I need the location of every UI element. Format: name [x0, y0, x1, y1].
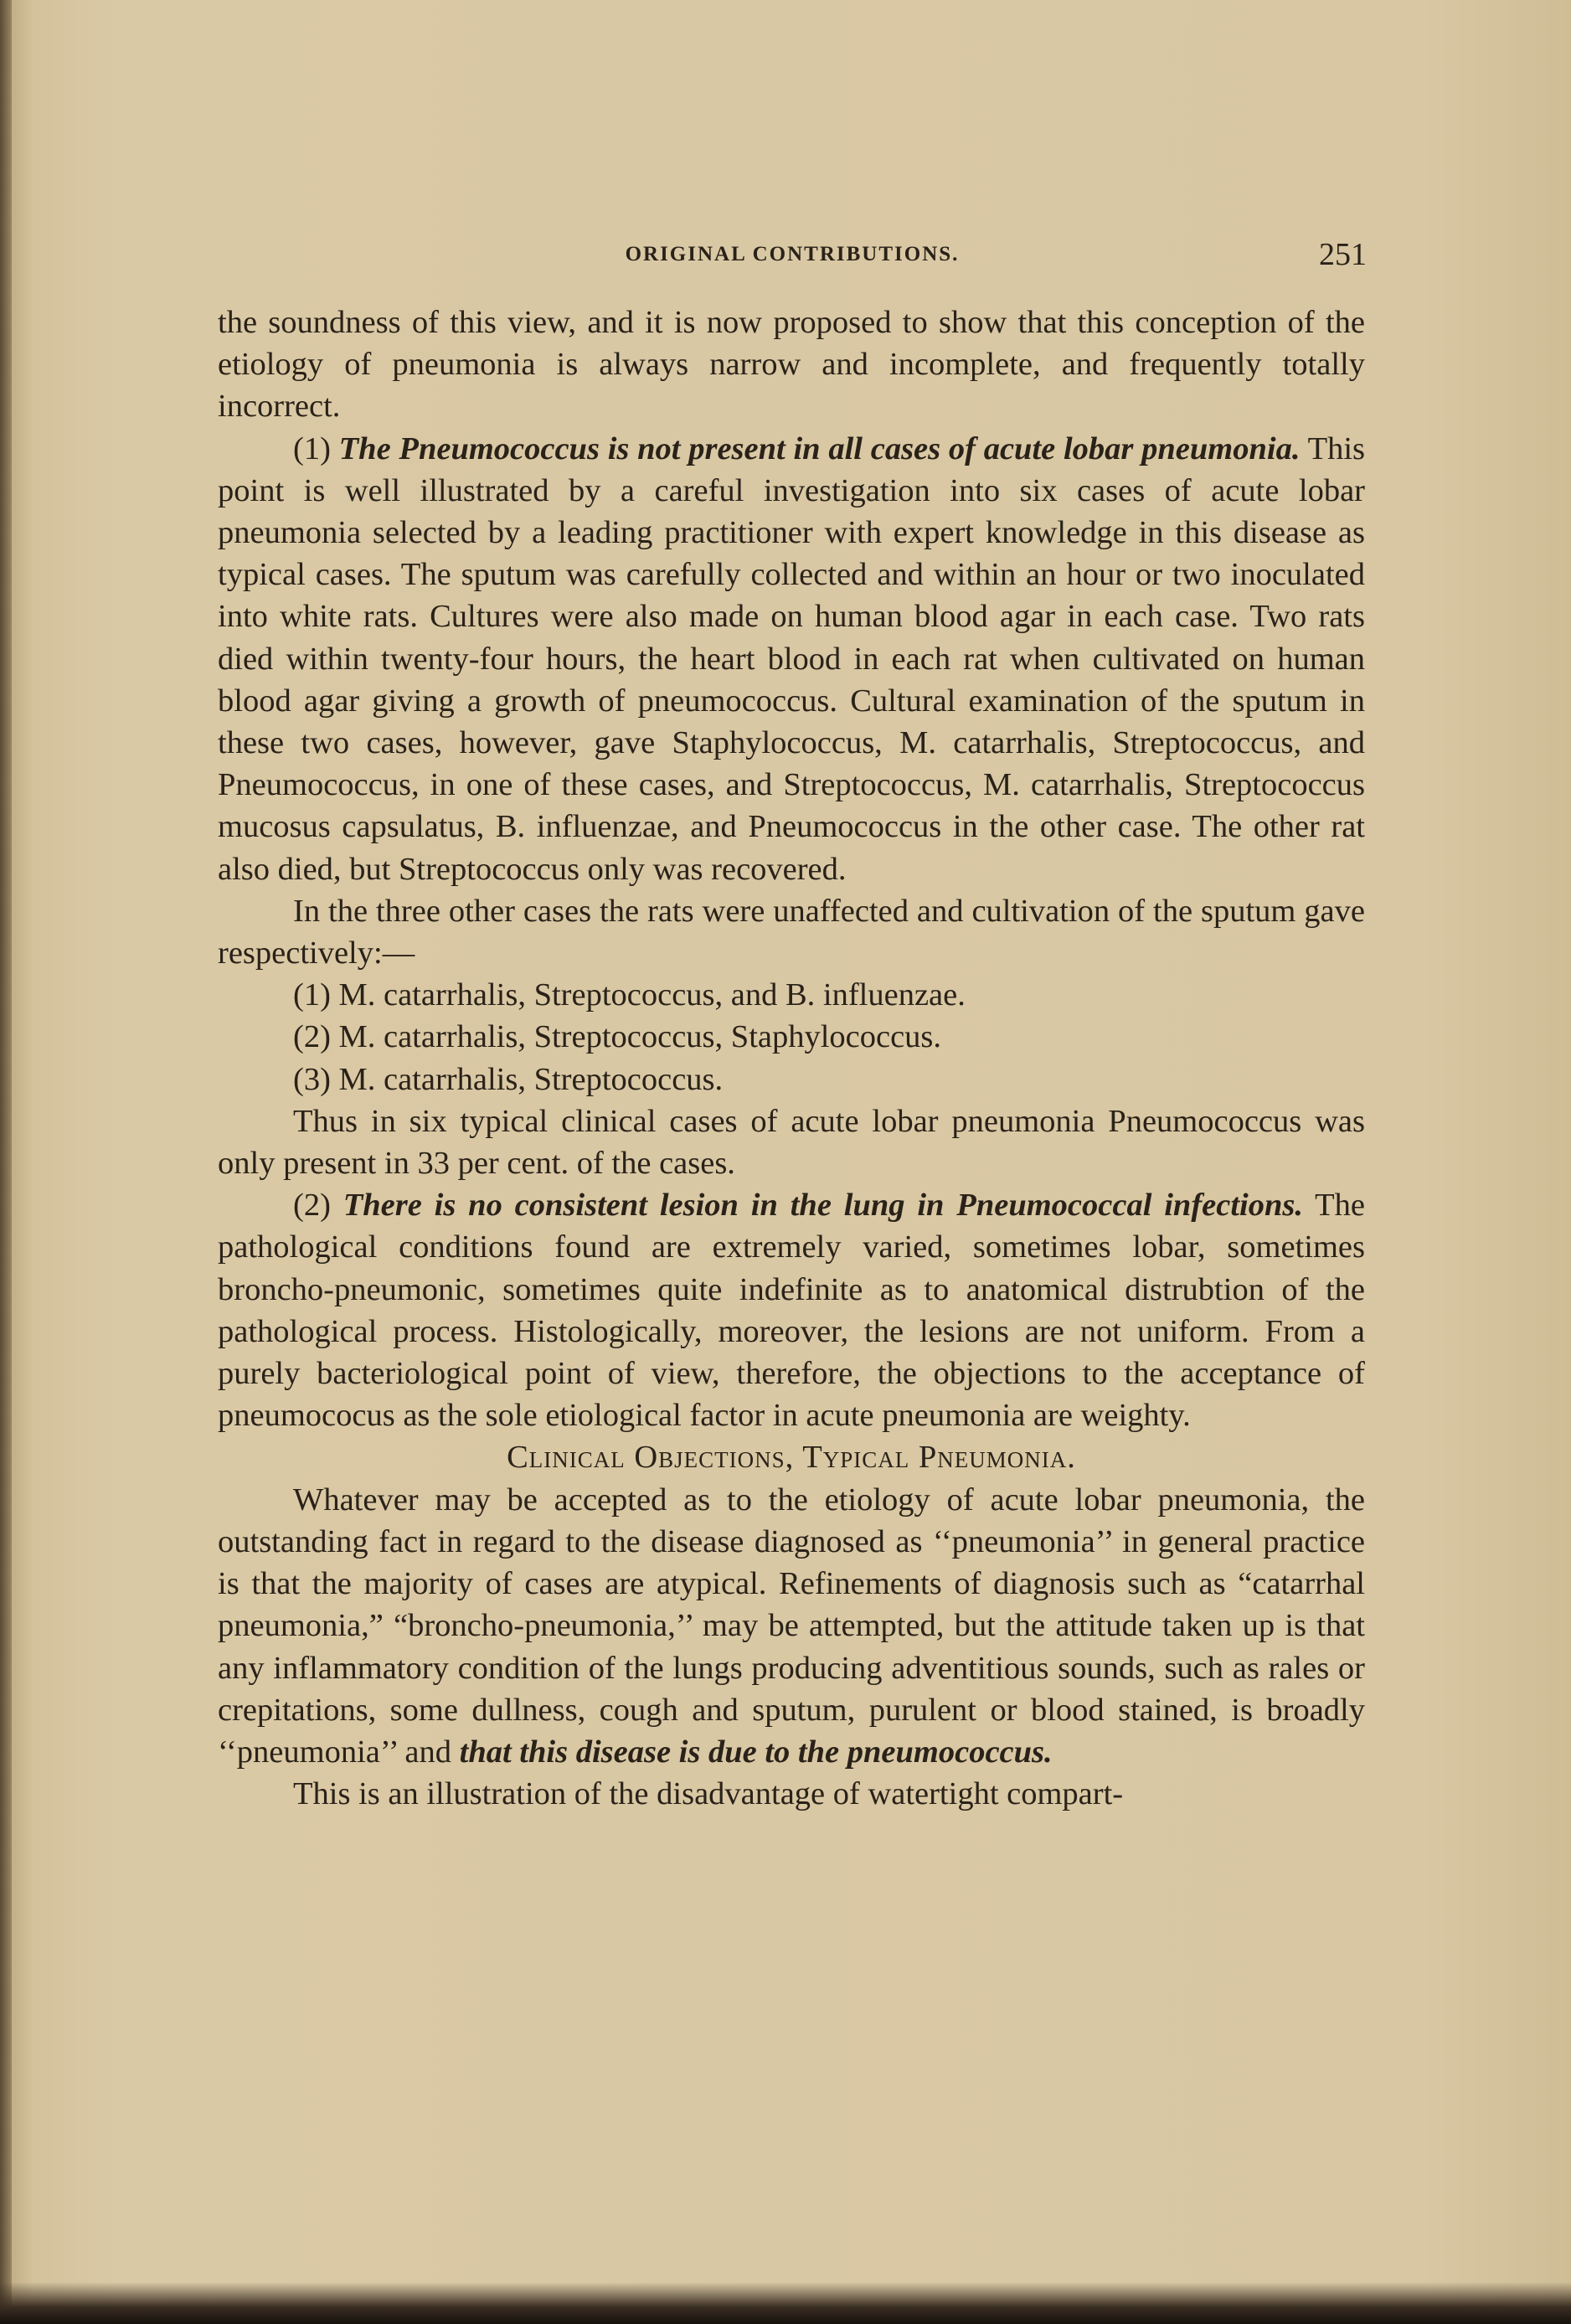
culture-list-item: (3) M. catarrhalis, Streptococcus. [293, 1061, 724, 1097]
paragraph-summary: Thus in six typical clinical cases of acute lobar pneumonia Pneumococcus was only present in 33 per cent. of the cases. [218, 1103, 1365, 1182]
paragraph-final: This is an illustration of the disadvantage of watertight compart- [293, 1776, 1124, 1812]
page-bottom-shadow [0, 2282, 1571, 2324]
paragraph-clinical [218, 1479, 1365, 1773]
point-2-heading: There is no consistent lesion in the lung in Pneumococcal infections. [343, 1188, 1303, 1224]
point-2-text: The pathological conditions found are extremely varied, sometimes lobar, sometimes broncho-pneumonic, sometimes quite indefinite as to anatomical distrubtion of the pathological process. Histologically, moreover, the lesions are not uniform. From a purely bacteriological point of view, therefore, the objections to the acceptance of pneumococus as the sole etiological factor in acute pneumonia are weighty. [218, 1188, 1365, 1434]
paragraph-other-cases: In the three other cases the rats were unaffected and cultivation of the sputum gave respectively:— [218, 893, 1365, 971]
point-2-number: (2) [293, 1188, 331, 1224]
paragraph-point-1 [218, 428, 1365, 890]
body-text [218, 301, 1365, 1815]
clinical-italic: that this disease is due to the pneumococcus. [459, 1734, 1053, 1770]
paragraph-continuation: the soundness of this view, and it is now proposed to show that this conception of the etiology of pneumonia is always narrow and incomplete, and frequently totally incorrect. [218, 305, 1365, 425]
clinical-text: Whatever may be accepted as to the etiology of acute lobar pneumonia, the outstanding fact in regard to the disease diagnosed as ‘‘pneumonia’’ in general practice is that the majority of cases are atypical. Refinements of diagnosis such as “catarrhal pneumonia,” “broncho-pneumonia,’’ may be attempted, but the attitude taken up is that any inflammatory condition of the lungs producing adventitious sounds, such as rales or crepitations, some dullness, cough and sputum, purulent or blood stained, is broadly ‘‘pneumonia’’ and [218, 1481, 1365, 1770]
paragraph-point-2 [218, 1184, 1365, 1436]
section-heading: Clinical Objections, Typical Pneumonia. [507, 1440, 1076, 1476]
page-number: 251 [1319, 237, 1367, 272]
culture-list-item: (1) M. catarrhalis, Streptococcus, and B. influenzae. [293, 977, 966, 1013]
running-head: ORIGINAL CONTRIBUTIONS. [625, 243, 960, 265]
point-1-heading: The Pneumococcus is not present in all cases of acute lobar pneumonia. [338, 430, 1301, 466]
page-header [218, 236, 1367, 278]
point-1-text: This point is well illustrated by a careful investigation into six cases of acute lobar pneumonia selected by a leading practitioner with expert knowledge in this disease as typical cases. The sputum was carefully collected and within an hour or two inoculated into white rats. Cultures were also made on human blood agar in each case. Two rats died within twenty-four hours, the heart blood in each rat when cultivated on human blood agar giving a growth of pneumococcus. Cultural examination of the sputum in these two cases, however, gave Staphylococcus, M. catarrhalis, Streptococcus, and Pneumococcus, in one of these cases, and Streptococcus, M. catarrhalis, Streptococcus mucosus capsulatus, B. influenzae, and Pneumococcus in the other case. The other rat also died, but Streptococcus only was recovered. [218, 430, 1366, 887]
point-1-number: (1) [293, 430, 331, 466]
culture-list-item: (2) M. catarrhalis, Streptococcus, Staphylococcus. [293, 1019, 942, 1055]
book-binding-edge [0, 0, 12, 2324]
